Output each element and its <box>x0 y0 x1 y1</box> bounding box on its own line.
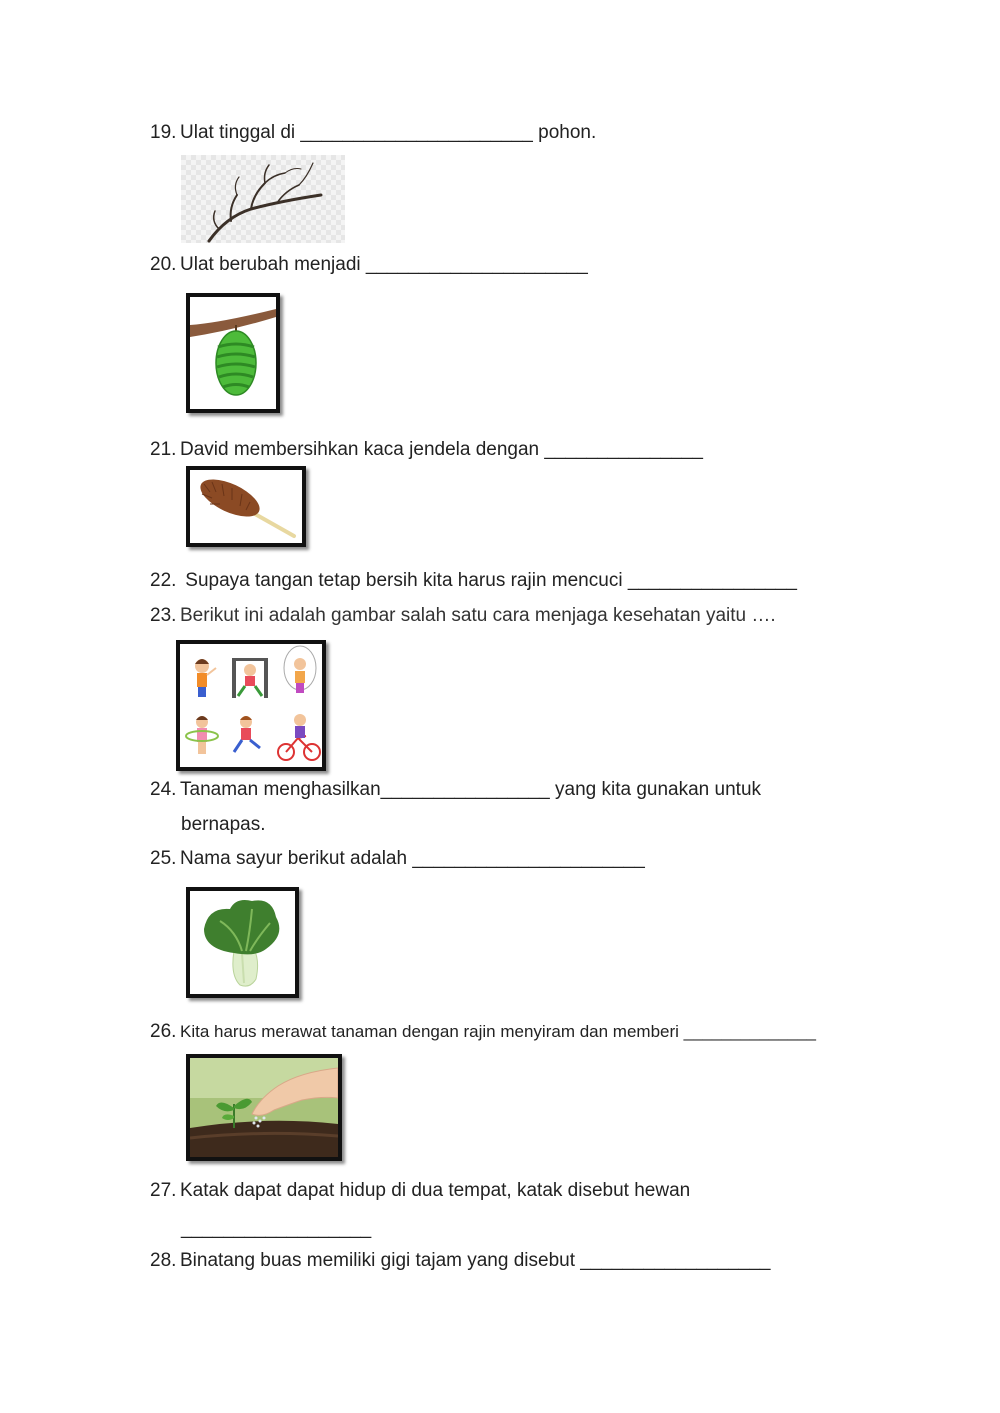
question-text: Binatang buas memiliki gigi tajam yang disebut __________________ <box>180 1250 771 1271</box>
children-exercising-image <box>176 640 326 771</box>
question-text: Ulat berubah menjadi _____________________ <box>180 254 588 275</box>
question-text: Katak dapat dapat hidup di dua tempat, katak disebut hewan <box>180 1180 691 1201</box>
question-23 <box>150 605 776 627</box>
question-27 <box>150 1180 690 1202</box>
question-number: 24. <box>150 779 177 800</box>
question-26 <box>150 1021 816 1043</box>
tree-branch-image <box>181 155 345 243</box>
hand-fertilizing-plant-image <box>186 1054 342 1161</box>
question-25 <box>150 848 645 870</box>
cocoon-image <box>186 293 280 413</box>
question-number: 20. <box>150 254 177 275</box>
question-22 <box>150 570 797 592</box>
question-number: 22. <box>150 570 177 591</box>
question-number: 21. <box>150 439 177 460</box>
question-28 <box>150 1250 770 1272</box>
question-text: Nama sayur berikut adalah ______________________ <box>180 848 645 869</box>
question-19 <box>150 122 596 144</box>
question-text: Ulat tinggal di ______________________ pohon. <box>180 122 597 143</box>
question-text: Berikut ini adalah gambar salah satu cara menjaga kesehatan yaitu …. <box>180 605 776 626</box>
question-text: Kita harus merawat tanaman dengan rajin menyiram dan memberi ______________ <box>180 1022 816 1041</box>
question-text: David membersihkan kaca jendela dengan _______________ <box>180 439 703 460</box>
question-24 <box>150 779 761 801</box>
question-number: 19. <box>150 122 177 143</box>
question-20 <box>150 254 588 276</box>
question-number: 26. <box>150 1021 177 1042</box>
question-text: Tanaman menghasilkan________________ yang kita gunakan untuk <box>180 779 762 800</box>
question-21 <box>150 439 703 461</box>
feather-duster-image <box>186 466 306 547</box>
question-24-continuation: bernapas. <box>181 814 266 835</box>
question-number: 23. <box>150 605 177 626</box>
question-number: 27. <box>150 1180 177 1201</box>
question-number: 28. <box>150 1250 177 1271</box>
question-text: Supaya tangan tetap bersih kita harus rajin mencuci ________________ <box>180 570 797 591</box>
question-number: 25. <box>150 848 177 869</box>
question-27-continuation: __________________ <box>181 1218 372 1239</box>
bok-choy-image <box>186 887 299 998</box>
